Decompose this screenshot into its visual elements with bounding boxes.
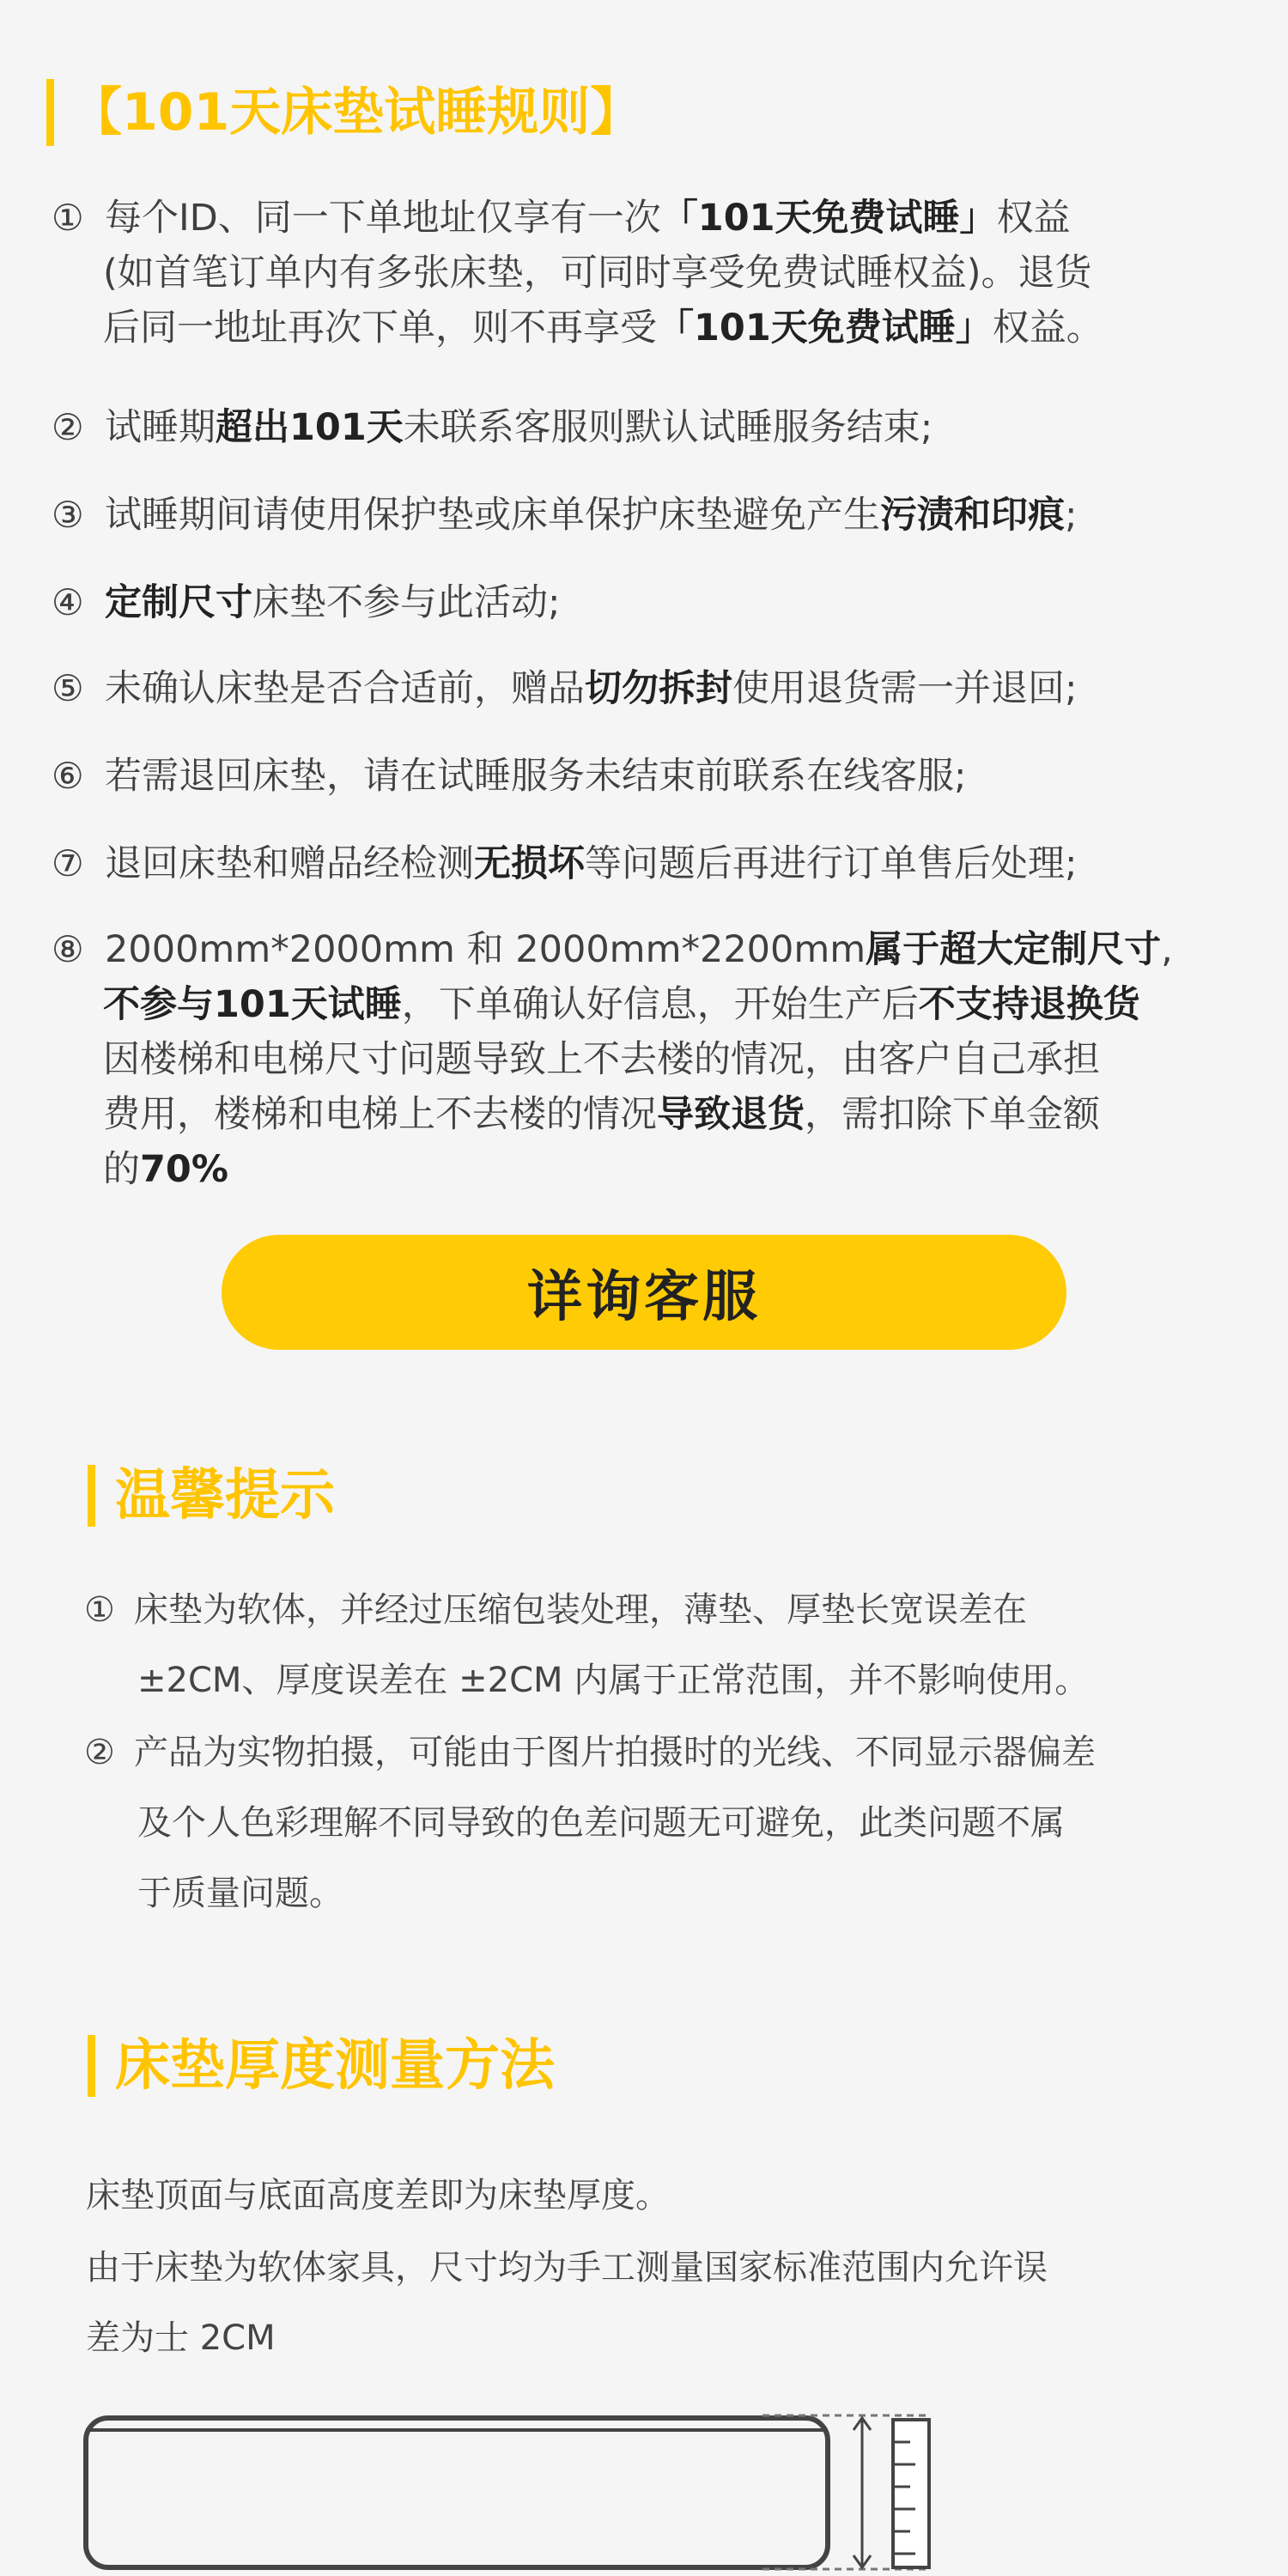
- rule-line: [52, 922, 1254, 977]
- rule-emphasis: 污渍和印痕: [880, 494, 1065, 537]
- section1-title: 【101天床垫试睡规则】: [70, 82, 642, 143]
- rule-text: 权益。: [992, 307, 1103, 349]
- tip-text: 产品为实物拍摄，可能由于图片拍摄时的光线、不同显示器偏差: [134, 1733, 1096, 1772]
- rule-emphasis: 不参与101天试睡: [103, 983, 402, 1026]
- rule-text: (如首笔订单内有多张床垫，可同时享受免费试睡权益)。退货: [103, 252, 1092, 295]
- rule-line: [52, 749, 1254, 804]
- section2-title-bar: [88, 1465, 95, 1527]
- section3-title-bar: [88, 2035, 95, 2097]
- measure-line-1: 床垫顶面与底面高度差即为床垫厚度。: [86, 2176, 670, 2215]
- rule-line: [52, 1142, 1254, 1197]
- rule-text: 退回床垫和赠品经检测: [105, 842, 474, 885]
- rule-item: [52, 922, 1254, 1197]
- measure-line-3: 差为士 2CM: [86, 2318, 276, 2358]
- rule-text: ，需扣除下单金额: [805, 1093, 1100, 1136]
- tip-line: [84, 1788, 1235, 1858]
- rule-emphasis: 不支持退换货: [918, 983, 1140, 1026]
- rule-line: [52, 301, 1254, 355]
- rule-text: 未确认床垫是否合适前，赠品: [105, 667, 585, 710]
- tip-text: 及个人色彩理解不同导致的色差问题无可避免，此类问题不属: [137, 1803, 1065, 1843]
- mattress-shape: [86, 2418, 828, 2567]
- rule-text: 未联系客服则默认试睡服务结束;: [403, 406, 933, 449]
- section1-title-bar: [46, 79, 54, 146]
- tip-line: [84, 1575, 1235, 1645]
- tip-line: [84, 1717, 1235, 1788]
- rule-emphasis: 切勿拆封: [585, 667, 732, 710]
- rule-text: 后同一地址再次下单，则不再享受: [103, 307, 657, 349]
- rule-text: 每个ID、同一下单地址仅享有一次: [105, 197, 661, 240]
- rule-line: [52, 400, 1254, 455]
- section3-title: 床垫厚度测量方法: [115, 2034, 555, 2098]
- rule-emphasis: 「101天免费试睡」: [657, 307, 993, 349]
- rule-line: [52, 246, 1254, 301]
- tip-text: ±2CM、厚度误差在 ±2CM 内属于正常范围，并不影响使用。: [137, 1661, 1090, 1700]
- rule-text: 使用退货需一并退回;: [732, 667, 1078, 710]
- tip-item: [84, 1717, 1235, 1929]
- rule-text: 床垫不参与此活动;: [252, 581, 561, 624]
- rule-text: ,: [1161, 928, 1173, 971]
- rule-line: [52, 661, 1254, 716]
- contact-service-button[interactable]: 详询客服: [222, 1235, 1066, 1350]
- rule-number: ④: [52, 581, 84, 623]
- rule-text: ，下单确认好信息，开始生产后: [401, 983, 919, 1026]
- rule-emphasis: 超出101天: [216, 406, 404, 449]
- rule-emphasis: 属于超大定制尺寸: [866, 928, 1162, 971]
- rule-text: 若需退回床垫，请在试睡服务未结束前联系在线客服;: [105, 755, 967, 798]
- rule-line: [52, 977, 1254, 1032]
- tip-text: 于质量问题。: [137, 1874, 343, 1913]
- tip-item: [84, 1575, 1235, 1716]
- rule-item: [52, 191, 1254, 355]
- rule-line: [52, 191, 1254, 246]
- rule-item: [52, 749, 1254, 804]
- rule-number: ③: [52, 494, 84, 536]
- rule-text: 权益: [996, 197, 1071, 240]
- rule-number: ⑥: [52, 755, 84, 797]
- rule-text: 因楼梯和电梯尺寸问题导致上不去楼的情况，由客户自己承担: [103, 1038, 1100, 1081]
- section2-title: 温馨提示: [115, 1464, 335, 1528]
- rule-line: [52, 1087, 1254, 1142]
- rule-text: 的: [103, 1148, 140, 1191]
- rule-text: 试睡期间请使用保护垫或床单保护床垫避免产生: [105, 494, 880, 537]
- tip-number: ②: [84, 1733, 115, 1772]
- rule-emphasis: 导致退货: [657, 1093, 805, 1136]
- tip-text: 床垫为软体，并经过压缩包装处理，薄垫、厚垫长宽误差在: [134, 1590, 1027, 1630]
- rule-emphasis: 「101天免费试睡」: [660, 197, 997, 240]
- rule-text: 试睡期: [105, 406, 216, 449]
- tip-line: [84, 1858, 1235, 1929]
- rule-text: ;: [1065, 494, 1078, 537]
- tip-number: ①: [84, 1590, 115, 1630]
- rule-emphasis: 70%: [140, 1148, 228, 1191]
- rule-text: 等问题后再进行订单售后处理;: [585, 842, 1078, 885]
- rule-item: [52, 575, 1254, 630]
- rule-emphasis: 定制尺寸: [105, 581, 252, 624]
- rule-number: ①: [52, 197, 84, 239]
- rule-item: [52, 488, 1254, 543]
- rule-item: [52, 400, 1254, 455]
- rule-number: ⑦: [52, 842, 84, 884]
- rule-text: 费用，楼梯和电梯上不去楼的情况: [103, 1093, 657, 1136]
- rule-line: [52, 488, 1254, 543]
- rule-line: [52, 1032, 1254, 1087]
- rule-text: 2000mm*2000mm 和 2000mm*2200mm: [105, 928, 866, 971]
- rule-number: ⑧: [52, 928, 84, 970]
- rule-line: [52, 836, 1254, 891]
- rule-number: ②: [52, 406, 84, 448]
- rule-number: ⑤: [52, 667, 84, 709]
- mattress-measure-diagram: [0, 2404, 1288, 2576]
- rule-line: [52, 575, 1254, 630]
- measure-line-2: 由于床垫为软体家具，尺寸均为手工测量国家标准范围内允许误: [86, 2248, 1048, 2287]
- tip-line: [84, 1645, 1235, 1716]
- rule-item: [52, 836, 1254, 891]
- rule-emphasis: 无损坏: [474, 842, 585, 885]
- rule-item: [52, 661, 1254, 716]
